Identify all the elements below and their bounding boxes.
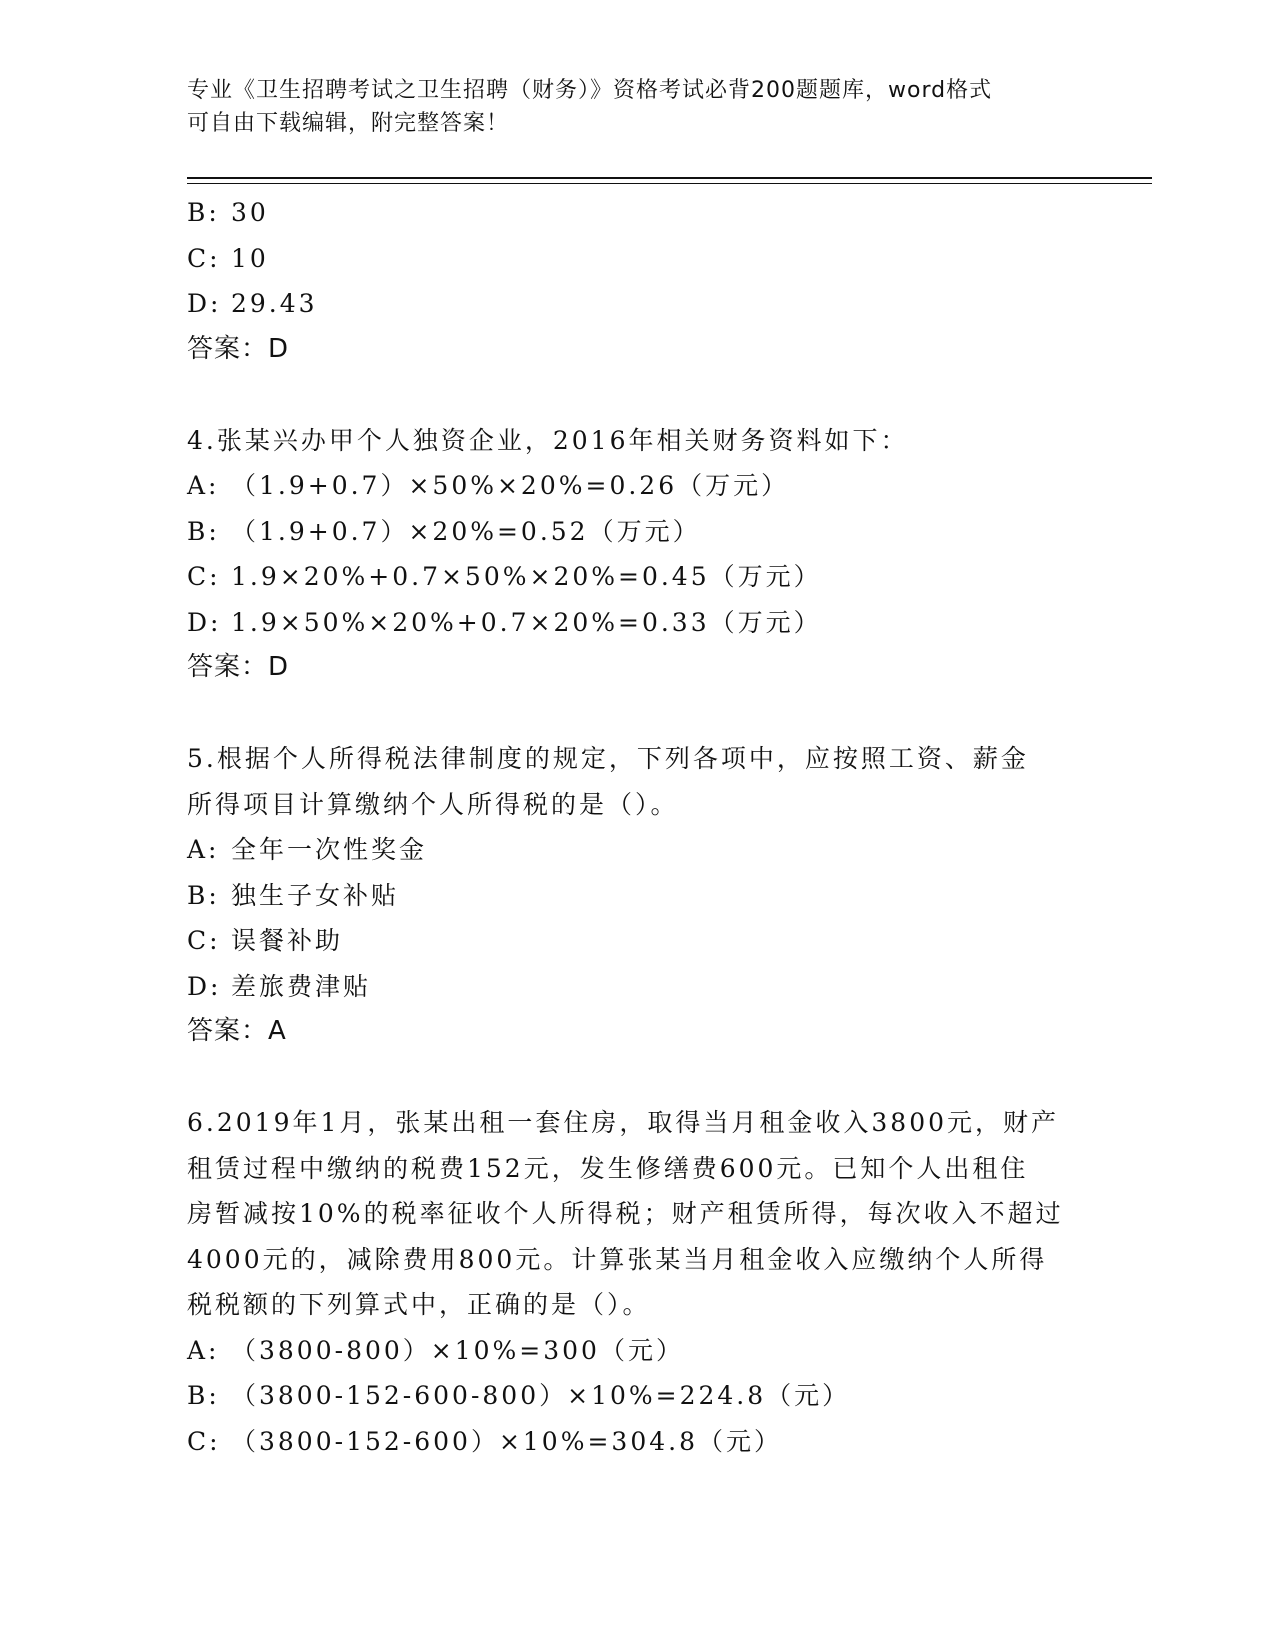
question-6 bbox=[187, 1100, 1087, 1464]
option-c: C: （3800-152-600）×10%=304.8（元） bbox=[187, 1426, 782, 1456]
question-stem-line-2: 所得项目计算缴纳个人所得税的是（）。 bbox=[187, 789, 679, 819]
option-c: C: 误餐补助 bbox=[187, 926, 344, 955]
option-b: B: （3800-152-600-800）×10%=224.8（元） bbox=[187, 1381, 851, 1410]
option-c: C: 1.9×20%+0.7×50%×20%=0.45（万元） bbox=[187, 562, 822, 591]
document-body bbox=[187, 190, 1087, 1464]
option-d: D: 差旅费津贴 bbox=[187, 971, 372, 1001]
document-header bbox=[187, 74, 1087, 140]
question-stem-line-1: 6.2019年1月，张某出租一套住房，取得当月租金收入3800元，财产 bbox=[187, 1108, 1060, 1137]
header-line-1: 专业《卫生招聘考试之卫生招聘（财务）》资格考试必背200题题库，word格式 bbox=[187, 78, 993, 103]
option-c: C: 10 bbox=[187, 243, 269, 273]
option-d: D: 29.43 bbox=[187, 289, 318, 318]
option-a: A: （1.9+0.7）×50%×20%=0.26（万元） bbox=[187, 471, 790, 500]
header-line-2: 可自由下载编辑，附完整答案！ bbox=[187, 111, 510, 136]
option-b: B: （1.9+0.7）×20%=0.52（万元） bbox=[187, 516, 701, 546]
question-5 bbox=[187, 736, 1087, 1055]
question-stem: 4.张某兴办甲个人独资企业，2016年相关财务资料如下： bbox=[187, 425, 909, 455]
option-b: B: 30 bbox=[187, 198, 269, 227]
header-rule-thick bbox=[187, 177, 1152, 179]
question-stem-line-1: 5.根据个人所得税法律制度的规定，下列各项中，应按照工资、薪金 bbox=[187, 744, 1029, 773]
option-d: D: 1.9×50%×20%+0.7×20%=0.33（万元） bbox=[187, 607, 822, 637]
answer: 答案：D bbox=[187, 333, 290, 364]
question-3-tail bbox=[187, 190, 1087, 372]
option-a: A: 全年一次性奖金 bbox=[187, 835, 428, 864]
header-rule-thin bbox=[187, 183, 1152, 184]
option-b: B: 独生子女补贴 bbox=[187, 880, 400, 910]
answer: 答案：D bbox=[187, 652, 290, 682]
question-stem-line-3: 房暂减按10%的税率征收个人所得税；财产租赁所得，每次收入不超过 bbox=[187, 1199, 1064, 1228]
question-stem-line-5: 税税额的下列算式中，正确的是（）。 bbox=[187, 1290, 651, 1319]
question-4 bbox=[187, 418, 1087, 691]
answer: 答案：A bbox=[187, 1016, 287, 1046]
question-stem-line-2: 租赁过程中缴纳的税费152元，发生修缮费600元。已知个人出租住 bbox=[187, 1153, 1029, 1183]
option-a: A: （3800-800）×10%=300（元） bbox=[187, 1335, 684, 1365]
question-stem-line-4: 4000元的，减除费用800元。计算张某当月租金收入应缴纳个人所得 bbox=[187, 1244, 1048, 1274]
